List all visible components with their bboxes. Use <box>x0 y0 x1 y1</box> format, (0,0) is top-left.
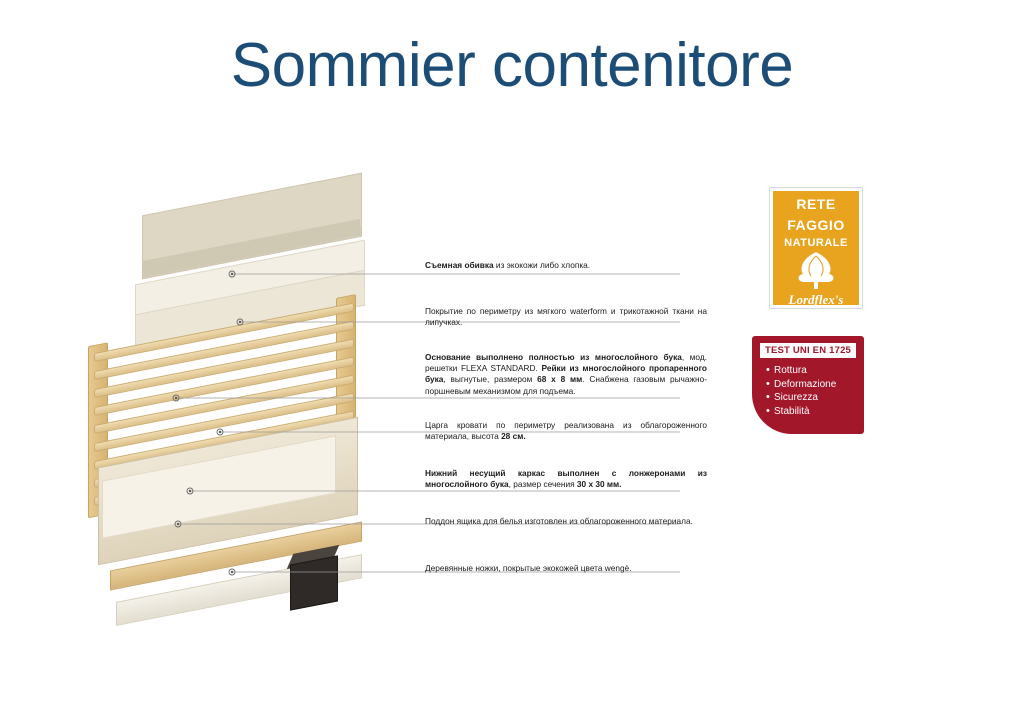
badge-rete-line-1: RETE <box>796 196 836 212</box>
badge-rete-faggio-naturale <box>770 188 862 308</box>
bed-illustration <box>80 180 380 650</box>
wooden-leg-shape <box>290 555 338 610</box>
badge-test-uni-en-1725 <box>752 336 864 434</box>
badge-rete-brand: Lordflex's <box>788 291 844 307</box>
callout-multilayer-beech-base: Основание выполнено полностью из многослойного бука, мод. решетки FLEXA STANDARD. Рейки из многослойного пропаренного бука, выгнутые, размером 68 x 8 мм. Снабжена газовым рычажно-поршневым механизмом для подъема. <box>425 352 707 396</box>
callout-wooden-legs: Деревянные ножки, покрытые экокожей цвета wengè. <box>425 563 632 573</box>
badge-test-heading: TEST UNI EN 1725 <box>760 343 856 358</box>
badge-rete-line-3: NATURALE <box>784 237 848 250</box>
badge-test-list <box>752 364 864 418</box>
tree-icon <box>773 250 859 292</box>
badge-test-item: • Rottura <box>766 364 864 378</box>
badge-rete-line-2: FAGGIO <box>787 216 845 233</box>
callout-removable-upholstery: Съемная обивка из экокожи либо хлопка. <box>425 260 591 270</box>
exploded-bed-diagram <box>80 180 707 660</box>
callout-perimeter-cover: Покрытие по периметру из мягкого waterform и трикотажной ткани на липучках. <box>425 306 707 328</box>
badge-test-item: • Sicurezza <box>766 391 864 405</box>
badge-test-item: • Stabilità <box>766 405 864 419</box>
page-title: Sommier contenitore <box>230 31 794 100</box>
callout-bed-rail: Царга кровати по периметру реализована из облагороженного материала, высота 28 см. <box>425 420 707 442</box>
callout-bearing-frame: Нижний несущий каркас выполнен с лонжеронами из многослойного бука, размер сечения 30 x 30 мм. <box>425 468 707 490</box>
badge-test-item: • Deformazione <box>766 378 864 392</box>
callout-drawer-bottom: Поддон ящика для белья изготовлен из облагороженного материала. <box>425 516 693 526</box>
